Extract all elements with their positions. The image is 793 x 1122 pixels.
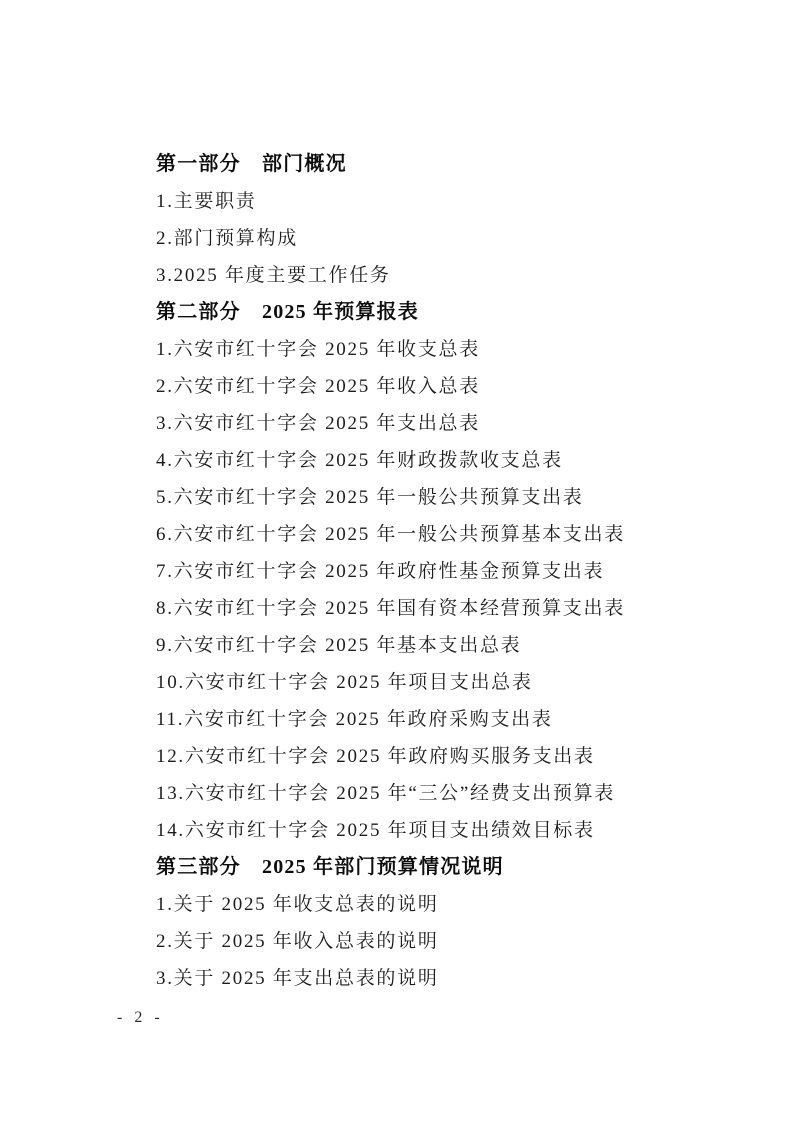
toc-item: 14.六安市红十字会 2025 年项目支出绩效目标表 — [156, 820, 595, 841]
toc-item: 9.六安市红十字会 2025 年基本支出总表 — [156, 635, 522, 656]
toc-item: 3.2025 年度主要工作任务 — [156, 265, 391, 286]
toc-item: 6.六安市红十字会 2025 年一般公共预算基本支出表 — [156, 524, 625, 545]
toc-item: 5.六安市红十字会 2025 年一般公共预算支出表 — [156, 487, 584, 508]
toc-item: 2.六安市红十字会 2025 年收入总表 — [156, 376, 480, 397]
section-heading: 第二部分 2025 年预算报表 — [156, 301, 419, 323]
section-heading: 第三部分 2025 年部门预算情况说明 — [156, 856, 504, 878]
toc-item: 2.关于 2025 年收入总表的说明 — [156, 931, 439, 952]
toc-item: 1.六安市红十字会 2025 年收支总表 — [156, 339, 480, 360]
toc-item: 3.六安市红十字会 2025 年支出总表 — [156, 413, 480, 434]
table-of-contents — [156, 146, 713, 997]
page-number: - 2 - — [117, 1009, 164, 1026]
section-heading: 第一部分 部门概况 — [156, 153, 347, 175]
toc-item: 7.六安市红十字会 2025 年政府性基金预算支出表 — [156, 561, 605, 582]
toc-item: 4.六安市红十字会 2025 年财政拨款收支总表 — [156, 450, 563, 471]
toc-item: 12.六安市红十字会 2025 年政府购买服务支出表 — [156, 746, 595, 767]
toc-item: 3.关于 2025 年支出总表的说明 — [156, 968, 439, 989]
toc-item: 1.主要职责 — [156, 191, 257, 212]
toc-item: 10.六安市红十字会 2025 年项目支出总表 — [156, 672, 533, 693]
toc-item: 2.部门预算构成 — [156, 228, 298, 249]
toc-item: 8.六安市红十字会 2025 年国有资本经营预算支出表 — [156, 598, 625, 619]
toc-item: 13.六安市红十字会 2025 年“三公”经费支出预算表 — [156, 783, 615, 804]
toc-item: 1.关于 2025 年收支总表的说明 — [156, 894, 439, 915]
toc-item: 11.六安市红十字会 2025 年政府采购支出表 — [156, 709, 553, 730]
